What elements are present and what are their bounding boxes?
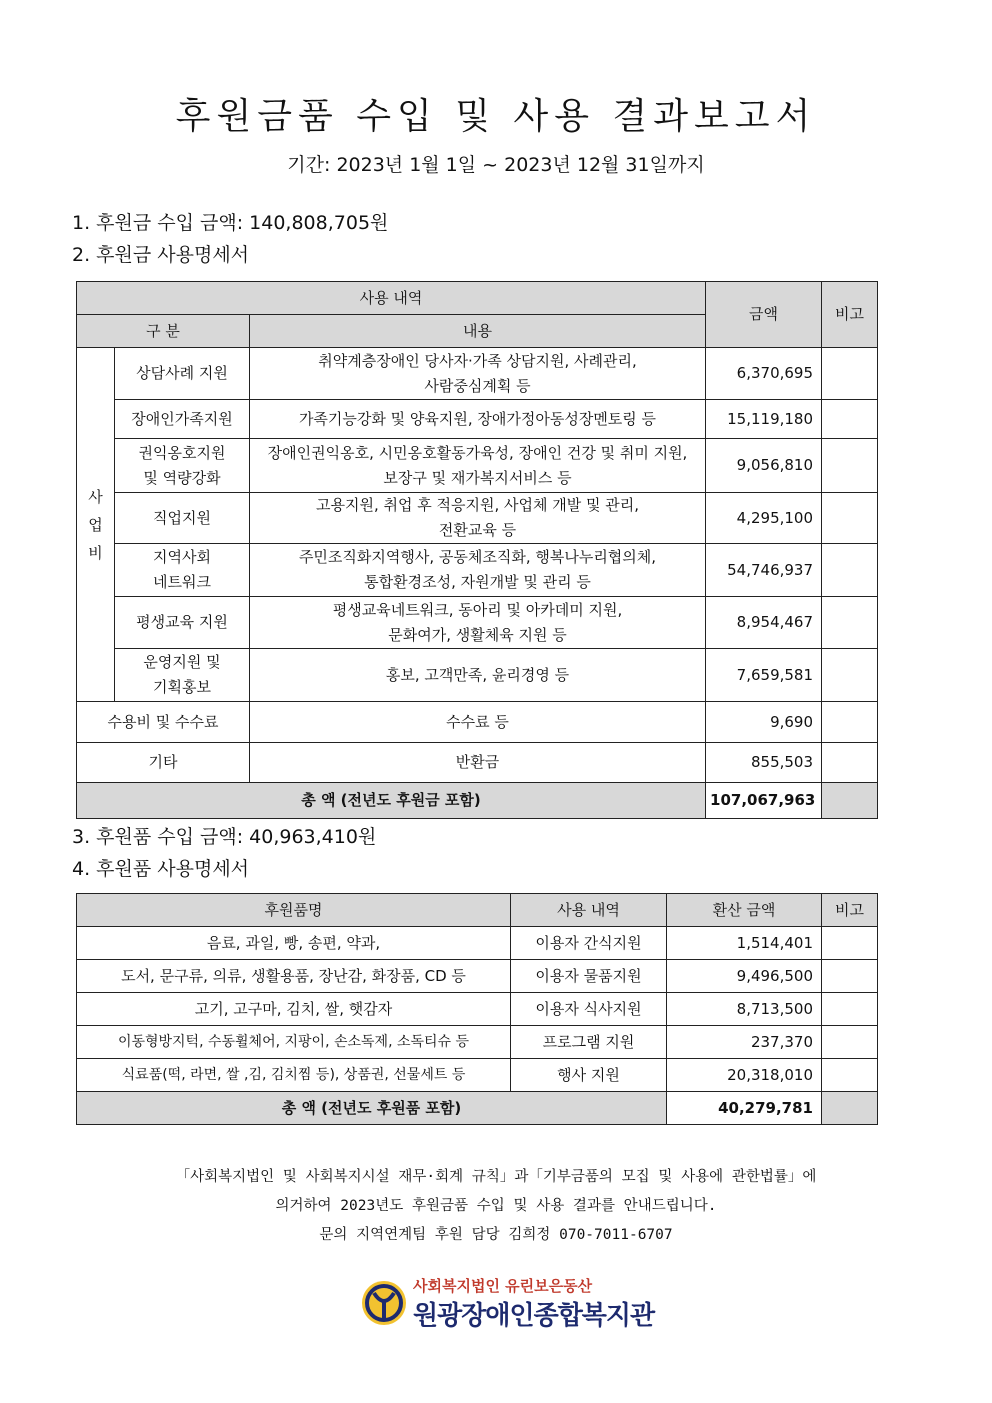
row-content: 고용지원, 취업 후 적응지원, 사업체 개발 및 관리, 전환교육 등 — [250, 493, 706, 544]
row-category: 상담사례 지원 — [115, 348, 250, 400]
goods-usage-table — [76, 893, 878, 1125]
header-amount: 금액 — [706, 282, 822, 348]
row-note — [822, 493, 878, 544]
row-content: 장애인권익옹호, 시민옹호활동가육성, 장애인 건강 및 취미 지원, 보장구 및 재가복지서비스 등 — [250, 439, 706, 493]
row-content: 평생교육네트워크, 동아리 및 아카데미 지원, 문화여가, 생활체육 지원 등 — [250, 597, 706, 649]
footer-notice — [0, 1163, 992, 1250]
total-row — [77, 1092, 878, 1125]
row-note — [822, 597, 878, 649]
row-category: 평생교육 지원 — [115, 597, 250, 649]
header-item: 후원품명 — [77, 894, 511, 927]
row-note — [822, 743, 878, 783]
row-note — [822, 993, 878, 1026]
row-note — [822, 439, 878, 493]
header-note: 비고 — [822, 282, 878, 348]
table-row — [77, 993, 878, 1026]
table-row — [77, 597, 878, 649]
row-note — [822, 348, 878, 400]
total-note — [822, 1092, 878, 1125]
page-title: 후원금품 수입 및 사용 결과보고서 — [175, 96, 817, 137]
row-note — [822, 1026, 878, 1059]
row-item: 도서, 문구류, 의류, 생활용품, 장난감, 화장품, CD 등 — [77, 960, 511, 993]
table-row — [77, 493, 878, 544]
row-content: 반환금 — [250, 743, 706, 783]
header-usage: 사용 내역 — [511, 894, 667, 927]
row-category: 운영지원 및 기획홍보 — [115, 649, 250, 702]
table-row — [77, 960, 878, 993]
row-category: 수용비 및 수수료 — [77, 702, 250, 743]
row-usage: 이용자 물품지원 — [511, 960, 667, 993]
table-row — [77, 439, 878, 493]
table-row — [77, 702, 878, 743]
row-amount: 9,056,810 — [706, 439, 822, 493]
row-note — [822, 544, 878, 597]
row-amount: 9,496,500 — [667, 960, 822, 993]
footer-line-1: 「사회복지법인 및 사회복지시설 재무·회계 규칙」과「기부금품의 모집 및 사용에 관한법률」에 — [175, 1169, 817, 1185]
total-row — [77, 783, 878, 819]
table-row — [77, 544, 878, 597]
section-goods-usage: 4. 후원품 사용명세서 — [72, 858, 250, 880]
row-note — [822, 649, 878, 702]
row-category: 지역사회 네트워크 — [115, 544, 250, 597]
donation-usage-table — [76, 281, 878, 819]
row-category: 장애인가족지원 — [115, 400, 250, 439]
section-donation-usage: 2. 후원금 사용명세서 — [72, 244, 250, 266]
section-donation-income: 1. 후원금 수입 금액: 140,808,705원 — [72, 212, 389, 234]
group-label: 사 업 비 — [77, 348, 115, 702]
table-row — [77, 927, 878, 960]
table-row — [77, 1059, 878, 1092]
header-usage: 사용 내역 — [77, 282, 706, 315]
row-item: 식료품(떡, 라면, 쌀 ,김, 김치찜 등), 상품권, 선물세트 등 — [77, 1059, 511, 1092]
row-category: 권익옹호지원 및 역량강화 — [115, 439, 250, 493]
row-item: 고기, 고구마, 김치, 쌀, 햇감자 — [77, 993, 511, 1026]
logo-center-name: 원광장애인종합복지관 — [413, 1301, 655, 1331]
row-item: 이동형방지턱, 수동휠체어, 지팡이, 손소독제, 소독티슈 등 — [77, 1026, 511, 1059]
row-amount: 20,318,010 — [667, 1059, 822, 1092]
row-usage: 행사 지원 — [511, 1059, 667, 1092]
row-amount: 15,119,180 — [706, 400, 822, 439]
row-usage: 이용자 간식지원 — [511, 927, 667, 960]
row-amount: 7,659,581 — [706, 649, 822, 702]
header-note: 비고 — [822, 894, 878, 927]
row-amount: 237,370 — [667, 1026, 822, 1059]
row-category: 직업지원 — [115, 493, 250, 544]
row-note — [822, 400, 878, 439]
row-amount: 9,690 — [706, 702, 822, 743]
row-content: 취약계층장애인 당사자·가족 상담지원, 사례관리, 사람중심계획 등 — [250, 348, 706, 400]
row-amount: 4,295,100 — [706, 493, 822, 544]
row-content: 수수료 등 — [250, 702, 706, 743]
row-item: 음료, 과일, 빵, 송편, 약과, — [77, 927, 511, 960]
table-row — [77, 400, 878, 439]
table-row — [77, 649, 878, 702]
table-row — [77, 1026, 878, 1059]
total-amount: 107,067,963 — [706, 783, 822, 819]
row-amount: 8,713,500 — [667, 993, 822, 1026]
footer-line-2: 의거하여 2023년도 후원금품 수입 및 사용 결과를 안내드립니다. — [275, 1198, 717, 1214]
row-category: 기타 — [77, 743, 250, 783]
row-usage: 이용자 식사지원 — [511, 993, 667, 1026]
row-content: 주민조직화지역행사, 공동체조직화, 행복나누리협의체, 통합환경조성, 자원개발 및 관리 등 — [250, 544, 706, 597]
table-row — [77, 743, 878, 783]
report-period: 기간: 2023년 1월 1일 ~ 2023년 12월 31일까지 — [287, 154, 705, 176]
row-content: 가족기능강화 및 양육지원, 장애가정아동성장멘토링 등 — [250, 400, 706, 439]
row-amount: 1,514,401 — [667, 927, 822, 960]
total-label: 총 액 (전년도 후원금 포함) — [77, 783, 706, 819]
footer-line-3: 문의 지역연계팀 후원 담당 김희정 070-7011-6707 — [319, 1227, 673, 1243]
logo-org-name: 사회복지법인 유린보은동산 — [413, 1277, 593, 1295]
row-amount: 8,954,467 — [706, 597, 822, 649]
header-category: 구 분 — [77, 315, 250, 348]
total-amount: 40,279,781 — [667, 1092, 822, 1125]
row-note — [822, 960, 878, 993]
row-content: 홍보, 고객만족, 윤리경영 등 — [250, 649, 706, 702]
logo-emblem-icon — [360, 1279, 408, 1327]
row-note — [822, 927, 878, 960]
row-note — [822, 1059, 878, 1092]
header-content: 내용 — [250, 315, 706, 348]
table-row — [77, 348, 878, 400]
row-note — [822, 702, 878, 743]
row-usage: 프로그램 지원 — [511, 1026, 667, 1059]
section-goods-income: 3. 후원품 수입 금액: 40,963,410원 — [72, 826, 377, 848]
organization-logo — [360, 1273, 660, 1333]
total-label: 총 액 (전년도 후원품 포함) — [77, 1092, 667, 1125]
header-amount: 환산 금액 — [667, 894, 822, 927]
row-amount: 855,503 — [706, 743, 822, 783]
row-amount: 54,746,937 — [706, 544, 822, 597]
total-note — [822, 783, 878, 819]
row-amount: 6,370,695 — [706, 348, 822, 400]
